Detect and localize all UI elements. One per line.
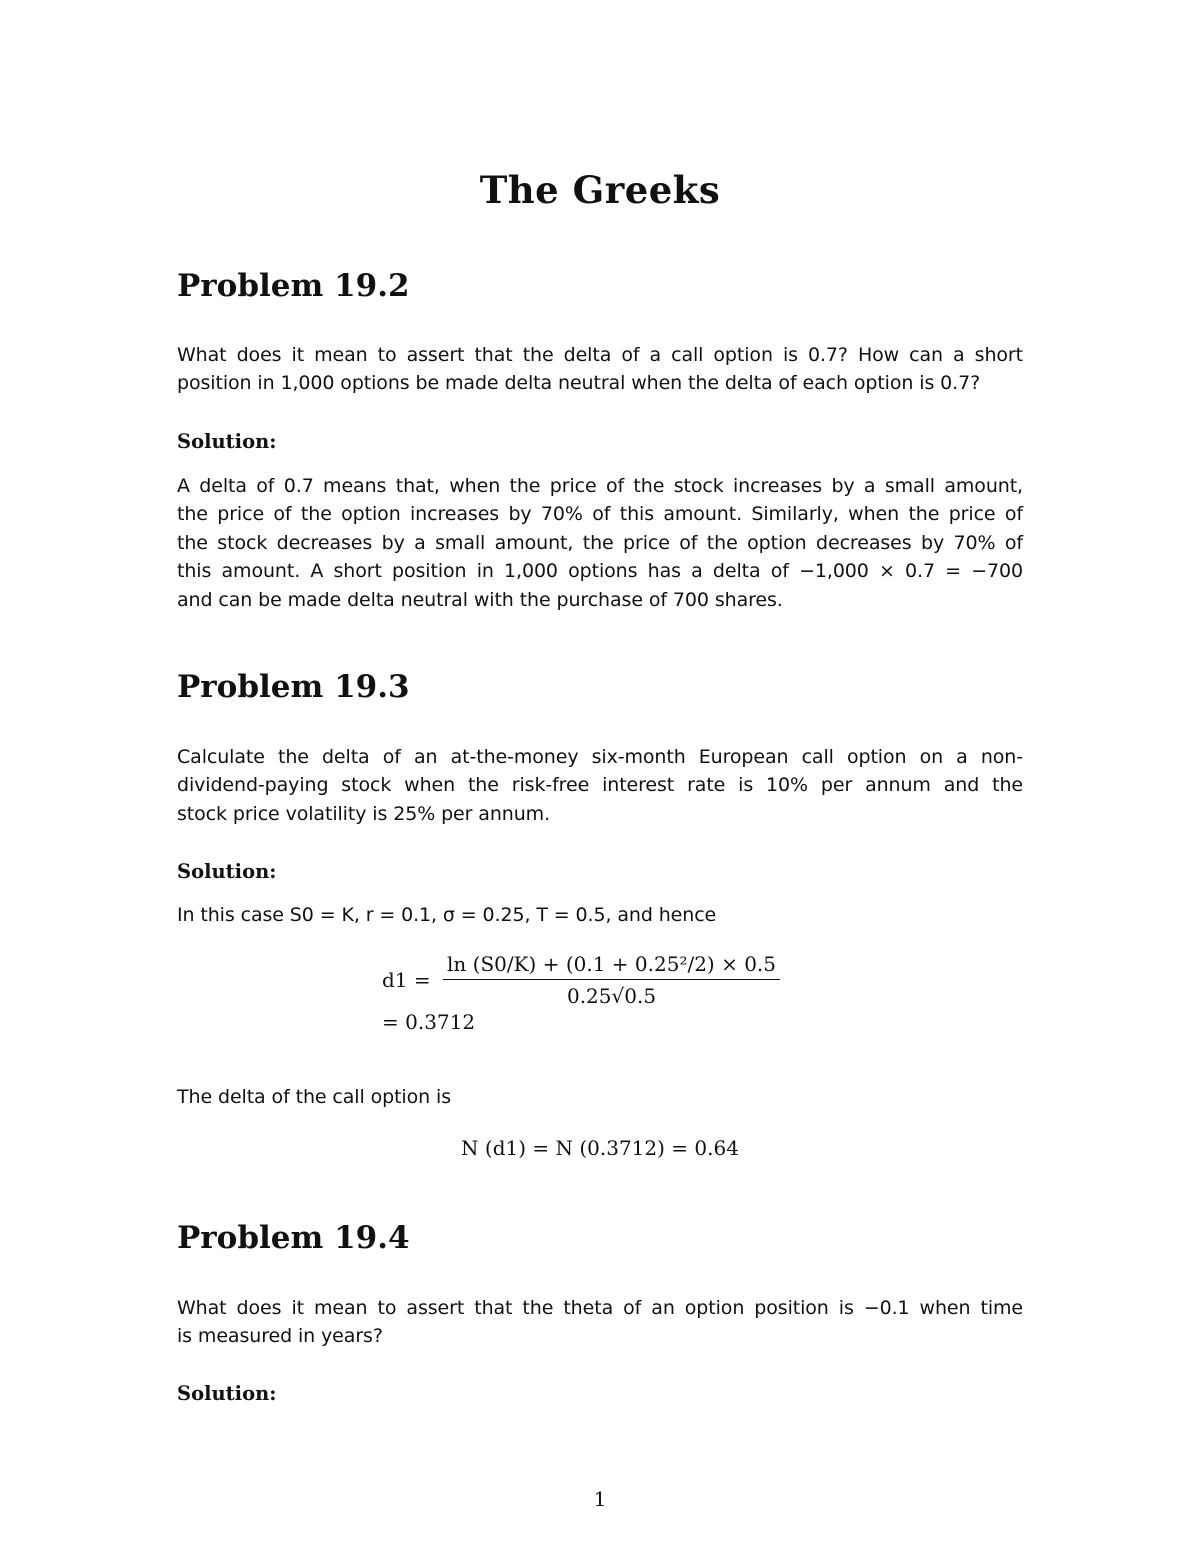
problem-heading: Problem 19.2 [177,268,410,304]
text-line: this amount. A short position in 1,000 options has a delta of −1,000 × 0.7 = −700 [177,560,1023,583]
text-line: A delta of 0.7 means that, when the price of the stock increases by a small amount, [177,475,1023,497]
d1-result: = 0.3712 [382,1009,476,1034]
solution-label: Solution: [177,430,277,453]
text-line: dividend-paying stock when the risk-free interest rate is 10% per annum and the [177,774,1023,797]
text-line: is measured in years? [177,1325,383,1348]
problem-question [177,743,1023,828]
document-title: The Greeks [479,168,721,212]
solution-label: Solution: [177,860,277,883]
page-number: 1 [593,1487,607,1511]
solution-text [177,472,1023,614]
problem-question [177,1294,1023,1351]
text-line: the stock decreases by a small amount, the price of the option decreases by 70% of [177,531,1023,554]
d1-numerator: ln (S0/K) + (0.1 + 0.25²/2) × 0.5 [443,952,780,980]
text-line: stock price volatility is 25% per annum. [177,802,551,825]
problem-question [177,341,1023,398]
text-line: In this case S0 = K, r = 0.1, σ = 0.25, T = 0.5, and hence [177,904,717,926]
delta-text [177,1083,1023,1111]
text-line: What does it mean to assert that the theta of an option position is −0.1 when time [177,1297,1023,1319]
d1-equation [382,952,842,1034]
solution-label: Solution: [177,1382,277,1405]
problem-heading: Problem 19.3 [177,669,410,705]
text-line: What does it mean to assert that the delta of a call option is 0.7? How can a short [177,344,1023,366]
text-line: Calculate the delta of an at-the-money six-month European call option on a non- [177,746,1023,768]
text-line: and can be made delta neutral with the purchase of 700 shares. [177,588,783,611]
d1-fraction [443,952,780,1008]
solution-intro [177,901,1023,929]
d1-lhs: d1 = [382,968,431,992]
delta-equation: N (d1) = N (0.3712) = 0.64 [461,1136,739,1160]
problem-heading: Problem 19.4 [177,1220,410,1256]
d1-denominator: 0.25√0.5 [566,984,657,1008]
text-line: The delta of the call option is [177,1086,451,1108]
text-line: position in 1,000 options be made delta neutral when the delta of each option is 0.7? [177,372,981,395]
text-line: the price of the option increases by 70% of this amount. Similarly, when the price of [177,503,1023,526]
